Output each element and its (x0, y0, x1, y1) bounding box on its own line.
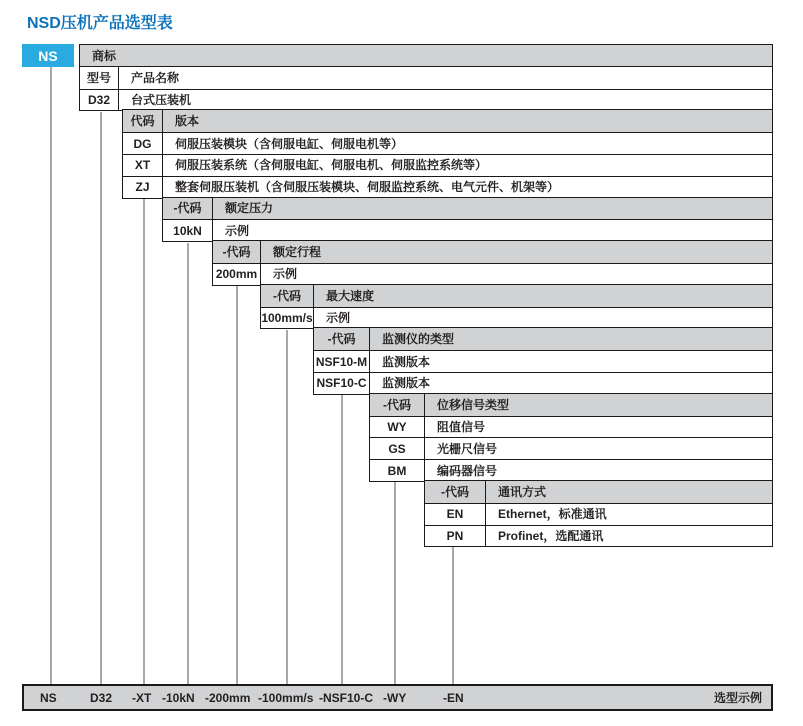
connector-line (341, 395, 343, 684)
desc-header-cell: 位移信号类型 (437, 397, 510, 412)
desc-header-cell: 通讯方式 (498, 484, 547, 499)
code-cell: DG (123, 133, 163, 154)
example-part-rated-stroke: -200mm (205, 690, 251, 705)
table-header-row (261, 285, 772, 307)
desc-cell: 编码器信号 (437, 463, 498, 478)
connector-line (394, 482, 396, 684)
table-header-row (314, 328, 772, 350)
example-part-brand: NS (40, 690, 57, 705)
code-header-cell: -代码 (163, 198, 213, 220)
desc-cell: Profinet，选配通讯 (498, 528, 604, 543)
code-cell: 10kN (163, 220, 213, 241)
desc-cell: 伺服压装系统（含伺服电缸、伺服电机、伺服监控系统等） (175, 158, 488, 173)
table-header-row (80, 45, 772, 67)
desc-cell: 示例 (273, 267, 298, 282)
desc-cell: 示例 (225, 223, 250, 238)
code-cell: 100mm/s (261, 308, 314, 329)
block-max-speed (260, 284, 773, 330)
example-label: 选型示例 (713, 691, 762, 705)
desc-cell: Ethernet，标准通讯 (498, 507, 607, 522)
block-communication (424, 480, 773, 547)
table-header-row (425, 481, 772, 503)
desc-header-cell: 额定压力 (225, 201, 274, 216)
table-header-row (80, 67, 772, 89)
desc-header-cell: 额定行程 (273, 245, 322, 260)
desc-header-cell: 最大速度 (326, 288, 375, 303)
code-cell: WY (370, 417, 425, 438)
code-cell: BM (370, 460, 425, 481)
page-title: NSD压机产品选型表 (27, 15, 173, 32)
code-cell: NSF10-C (314, 373, 370, 394)
table-row (370, 437, 772, 459)
connector-line (143, 199, 145, 684)
desc-cell: 示例 (326, 310, 351, 325)
block-monitor-type (313, 327, 773, 394)
table-row (261, 307, 772, 329)
code-header-cell: 代码 (123, 110, 163, 132)
code-header-cell: -代码 (370, 394, 425, 416)
code-header-cell: 型号 (80, 67, 119, 89)
code-header-cell: -代码 (425, 481, 486, 503)
desc-header-cell: 商标 (92, 48, 117, 63)
code-header-cell: -代码 (261, 285, 314, 307)
table-row (425, 503, 772, 525)
table-row (123, 176, 772, 198)
code-cell: D32 (80, 90, 119, 111)
brand-code-box: NS (22, 44, 74, 67)
code-cell: PN (425, 526, 486, 547)
connector-line (100, 112, 102, 684)
desc-cell: 伺服压装模块（含伺服电缸、伺服电机等） (175, 136, 404, 151)
code-cell: 200mm (213, 264, 261, 285)
desc-cell: 阻值信号 (437, 419, 486, 434)
block-rated-stroke (212, 240, 773, 286)
desc-cell: 光栅尺信号 (437, 441, 498, 456)
code-cell: GS (370, 438, 425, 459)
desc-header-cell: 监测仪的类型 (382, 332, 455, 347)
table-header-row (213, 241, 772, 263)
code-header-cell: -代码 (314, 328, 370, 350)
code-cell: NSF10-M (314, 351, 370, 372)
example-part-max-speed: -100mm/s (258, 690, 314, 705)
code-cell: EN (425, 504, 486, 525)
connector-line (50, 67, 52, 684)
table-row (314, 372, 772, 394)
connector-line (236, 286, 238, 684)
table-row (370, 459, 772, 481)
table-row (163, 219, 772, 241)
desc-header-cell: 产品名称 (131, 70, 180, 85)
example-part-communication: -EN (443, 690, 464, 705)
example-part-signal: -WY (383, 690, 407, 705)
table-row (425, 525, 772, 547)
table-header-row (123, 110, 772, 132)
desc-cell: 监测版本 (382, 376, 431, 391)
desc-header-cell: 版本 (175, 114, 200, 129)
desc-cell: 整套伺服压装机（含伺服压装模块、伺服监控系统、电气元件、机架等） (175, 180, 560, 195)
example-part-version: -XT (132, 690, 152, 705)
connector-line (286, 330, 288, 684)
desc-cell: 台式压装机 (131, 92, 192, 107)
table-header-row (370, 394, 772, 416)
table-row (213, 263, 772, 285)
block-version (122, 109, 773, 198)
block-displacement-signal-type (369, 393, 773, 482)
example-part-rated-pressure: -10kN (162, 690, 195, 705)
example-part-model: D32 (90, 690, 113, 705)
code-cell: ZJ (123, 177, 163, 198)
table-row (314, 350, 772, 372)
selection-example-bar (22, 684, 773, 711)
desc-cell: 监测版本 (382, 354, 431, 369)
table-row (80, 89, 772, 111)
block-model (79, 66, 773, 112)
connector-line (452, 547, 454, 684)
table-header-row (163, 198, 772, 220)
block-rated-pressure (162, 197, 773, 243)
code-cell: XT (123, 155, 163, 176)
table-row (123, 132, 772, 154)
table-row (123, 154, 772, 176)
connector-line (187, 243, 189, 684)
example-part-monitor: -NSF10-C (319, 690, 374, 705)
block-brand (79, 44, 773, 68)
table-row (370, 416, 772, 438)
code-header-cell: -代码 (213, 241, 261, 263)
